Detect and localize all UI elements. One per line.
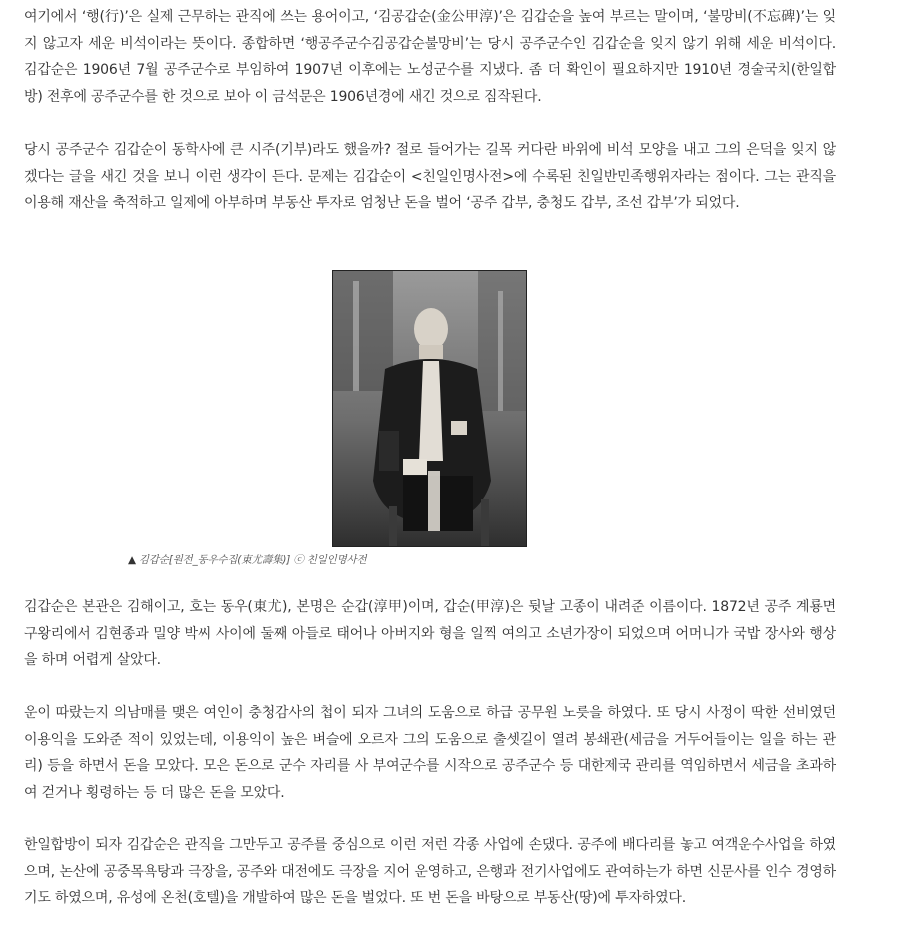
caption-triangle-icon: ▲ <box>128 554 136 566</box>
caption-text: 김갑순[원전_동우수집(東尤壽集)] ⓒ 친일인명사전 <box>138 554 367 566</box>
article-paragraph-4: 운이 따랐는지 의남매를 맺은 여인이 충청감사의 첩이 되자 그녀의 도움으로 하급 공무원 노릇을 하였다. 또 당시 사정이 딱한 선비였던 이용익을 도와준 적이 있었는데, 이용익이 높은 벼슬에 오르자 그의 도움으로 출셋길이 열려 봉쇄관(세금을 거두어들이는 일을 하는 관리) 등을 하면서 돈을 모았다. 모은 돈으로 군수 자리를 사 부여군수를 시작으로 공주군수 등 대한제국 관리를 역임하면서 세금을 초과하여 걷거나 횡령하는 등 더 많은 돈을 모았다. <box>24 705 836 801</box>
portrait-photo <box>332 270 527 547</box>
article-paragraph-5: 한일합방이 되자 김갑순은 관직을 그만두고 공주를 중심으로 이런 저런 각종 사업에 손댔다. 공주에 배다리를 놓고 여객운수사업을 하였으며, 논산에 공중목욕탕과 극장을, 공주와 대전에도 극장을 지어 운영하고, 은행과 전기사업에도 관여하는가 하면 신문사를 인수 경영하기도 하였으며, 유성에 온천(호텔)을 개발하여 많은 돈을 벌었다. 또 번 돈을 바탕으로 부동산(땅)에 투자하였다. <box>24 837 836 906</box>
photo-caption <box>128 552 366 567</box>
article-paragraph-1: 여기에서 ‘행(行)’은 실제 근무하는 관직에 쓰는 용어이고, ‘김공갑순(金公甲淳)’은 김갑순을 높여 부르는 말이며, ‘불망비(不忘碑)’는 잊지 않고자 세운 비석이라는 뜻이다. 종합하면 ‘행공주군수김공갑순불망비’는 당시 공주군수인 김갑순을 잊지 않기 위해 세운 비석이다. 김갑순은 1906년 7월 공주군수로 부임하여 1907년 이후에는 노성군수를 지냈다. 좀 더 확인이 필요하지만 1910년 경술국치(한일합방) 전후에 공주군수를 한 것으로 보아 이 금석문은 1906년경에 새긴 것으로 짐작된다. <box>24 9 836 105</box>
article-paragraph-2: 당시 공주군수 김갑순이 동학사에 큰 시주(기부)라도 했을까? 절로 들어가는 길목 커다란 바위에 비석 모양을 내고 그의 은덕을 잊지 않겠다는 글을 새긴 것을 보니 이런 생각이 든다. 문제는 김갑순이 <친일인명사전>에 수록된 친일반민족행위자라는 점이다. 그는 관직을 이용해 재산을 축적하고 일제에 아부하며 부동산 투자로 엄청난 돈을 벌어 ‘공주 갑부, 충청도 갑부, 조선 갑부’가 되었다. <box>24 142 836 211</box>
article-paragraph-3: 김갑순은 본관은 김해이고, 호는 동우(東尤), 본명은 순갑(淳甲)이며, 갑순(甲淳)은 뒷날 고종이 내려준 이름이다. 1872년 공주 계룡면 구왕리에서 김현종과 밀양 박씨 사이에 둘째 아들로 태어나 아버지와 형을 일찍 여의고 소년가장이 되었으며 어머니가 국밥 장사와 행상을 하며 어렵게 살았다. <box>24 599 836 668</box>
